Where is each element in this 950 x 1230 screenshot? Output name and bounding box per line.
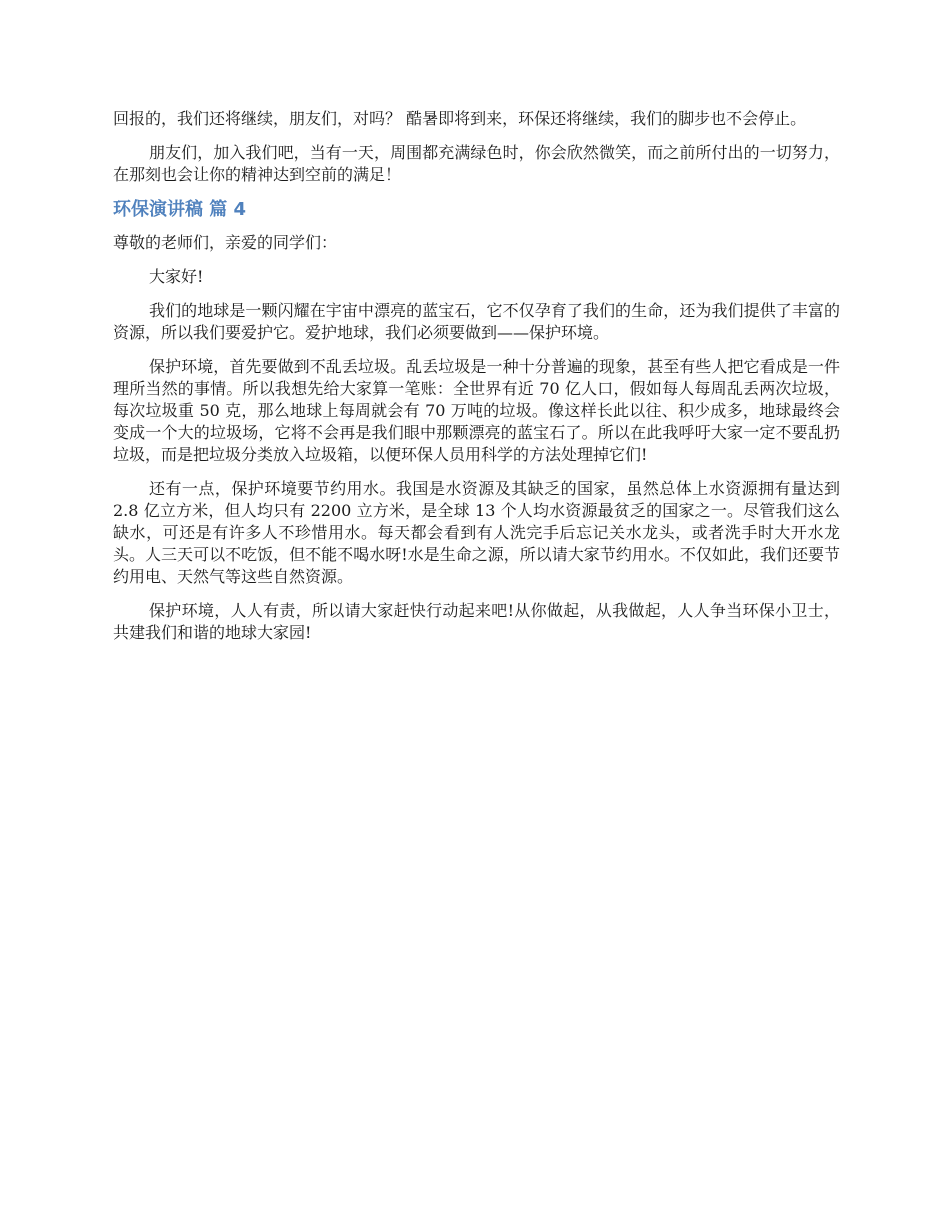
paragraph: 我们的地球是一颗闪耀在宇宙中漂亮的蓝宝石，它不仅孕育了我们的生命，还为我们提供了丰富的资源，所以我们要爱护它。爱护地球，我们必须要做到——保护环境。 bbox=[113, 301, 840, 342]
paragraph: 回报的，我们还将继续，朋友们，对吗？ 酷暑即将到来，环保还将继续，我们的脚步也不会停止。 bbox=[113, 109, 807, 128]
paragraph: 还有一点，保护环境要节约用水。我国是水资源及其缺乏的国家，虽然总体上水资源拥有量达到 2.8 亿立方米，但人均只有 2200 立方米，是全球 13 个人均水资源最贫乏的国家之一。尽管我们这么缺水，可还是有许多人不珍惜用水。每天都会看到有人洗完手后忘记关水龙头，或者洗手时大开水龙头。人三天可以不吃饭，但不能不喝水呀!水是生命之源，所以请大家节约用水。不仅如此，我们还要节约用电、天然气等这些自然资源。 bbox=[113, 479, 840, 586]
document-page bbox=[113, 108, 840, 656]
paragraph: 保护环境，首先要做到不乱丢垃圾。乱丢垃圾是一种十分普遍的现象，甚至有些人把它看成是一件理所当然的事情。所以我想先给大家算一笔账：全世界有近 70 亿人口，假如每人每周乱丢两次垃圾，每次垃圾重 50 克，那么地球上每周就会有 70 万吨的垃圾。像这样长此以往、积少成多，地球最终会变成一个大的垃圾场，它将不会再是我们眼中那颗漂亮的蓝宝石了。所以在此我呼吁大家一定不要乱扔垃圾，而是把垃圾分类放入垃圾箱，以便环保人员用科学的方法处理掉它们! bbox=[113, 357, 840, 464]
paragraph: 保护环境，人人有责，所以请大家赶快行动起来吧!从你做起，从我做起，人人争当环保小卫士，共建我们和谐的地球大家园! bbox=[113, 601, 840, 642]
greeting: 大家好! bbox=[149, 267, 204, 286]
salutation: 尊敬的老师们，亲爱的同学们： bbox=[113, 233, 338, 252]
paragraph: 朋友们，加入我们吧，当有一天，周围都充满绿色时，你会欣然微笑，而之前所付出的一切努力，在那刻也会让你的精神达到空前的满足！ bbox=[113, 143, 840, 184]
section-heading: 环保演讲稿 篇 4 bbox=[113, 199, 247, 220]
